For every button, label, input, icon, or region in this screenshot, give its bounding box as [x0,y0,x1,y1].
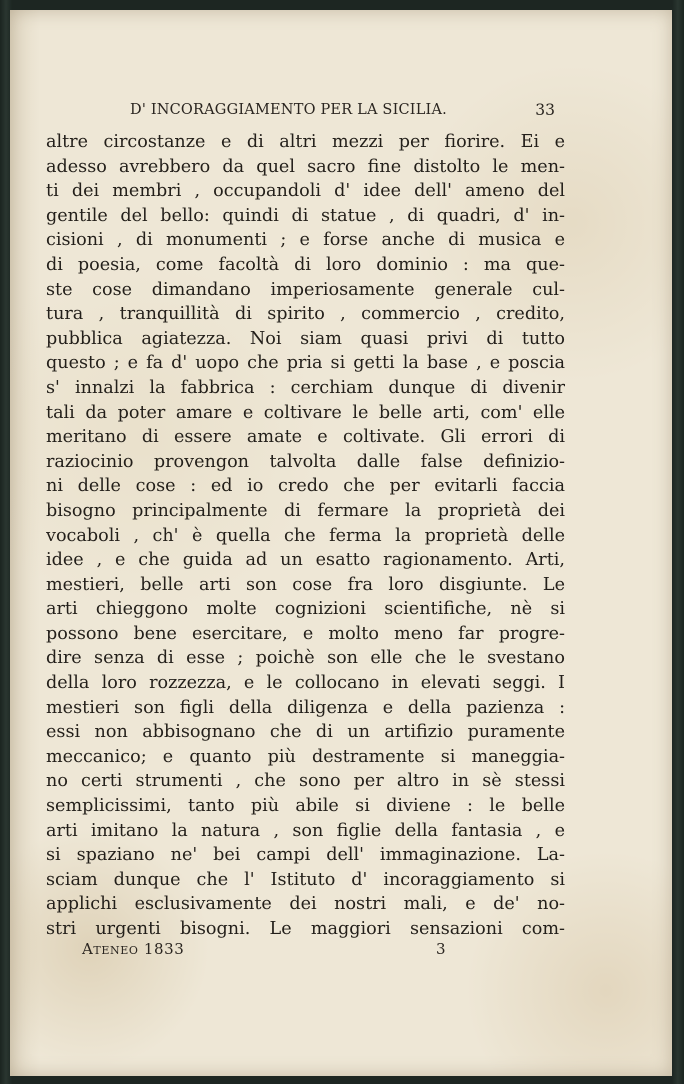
text-line: di poesia, come facoltà di loro dominio : ma que- [46,254,565,275]
text-line: ste cose dimandano imperiosamente generale cul- [46,279,565,300]
text-line: tali da poter amare e coltivare le belle arti, com' elle [46,402,565,423]
text-line: bisogno principalmente di fermare la proprietà dei [46,500,565,521]
text-line: raziocinio provengon talvolta dalle false definizio- [46,451,565,472]
page-header [130,98,555,124]
text-line: vocaboli , ch' è quella che ferma la proprietà delle [46,525,565,546]
paper-page [10,10,672,1076]
text-line: arti imitano la natura , son figlie della fantasia , e [46,820,565,841]
body-text [46,130,565,942]
signature-mark: Ateneo 1833 [82,940,185,958]
text-line: della loro rozzezza, e le collocano in elevati seggi. I [46,673,565,694]
page-footer [82,940,462,962]
text-line: tura , tranquillità di spirito , commercio , credito, [46,304,565,325]
text-line: questo ; e fa d' uopo che pria si getti la base , e poscia [46,353,565,374]
running-head: D' INCORAGGIAMENTO PER LA SICILIA. [130,102,447,118]
text-line: stri urgenti bisogni. Le maggiori sensazioni com- [46,919,565,939]
text-line: sciam dunque che l' Istituto d' incoraggiamento si [46,869,565,890]
text-line: altre circostanze e di altri mezzi per fiorire. Ei e [46,132,565,152]
text-line: ni delle cose : ed io credo che per evitarli faccia [46,476,565,497]
text-line: no certi strumenti , che sono per altro in sè stessi [46,771,565,792]
text-line: dire senza di esse ; poichè son elle che le svestano [46,648,565,669]
text-line: idee , e che guida ad un esatto ragionamento. Arti, [46,550,565,571]
text-line: essi non abbisognano che di un artifizio puramente [46,722,565,743]
text-line: ti dei membri , occupandoli d' idee dell' ameno del [46,181,565,202]
gathering-number: 3 [436,940,446,958]
text-line: cisioni , di monumenti ; e forse anche di musica e [46,230,565,251]
text-line: mestieri son figli della diligenza e della pazienza : [46,697,565,718]
text-line: mestieri, belle arti son cose fra loro disgiunte. Le [46,574,565,595]
text-line: arti chieggono molte cognizioni scientifiche, nè si [46,599,565,620]
text-line: meccanico; e quanto più destramente si maneggia- [46,746,565,767]
text-line: si spaziano ne' bei campi dell' immaginazione. La- [46,845,565,866]
text-line: pubblica agiatezza. Noi siam quasi privi di tutto [46,328,565,349]
text-line: meritano di essere amate e coltivate. Gli errori di [46,427,565,448]
text-line: gentile del bello: quindi di statue , di quadri, d' in- [46,205,565,226]
page-number: 33 [535,101,555,119]
text-line: adesso avrebbero da quel sacro fine distolto le men- [46,156,565,177]
text-line: possono bene esercitare, e molto meno far progre- [46,623,565,644]
text-line: s' innalzi la fabbrica : cerchiam dunque di divenir [46,377,565,398]
text-line: semplicissimi, tanto più abile si diviene : le belle [46,796,565,817]
text-line: applichi esclusivamente dei nostri mali, e de' no- [46,894,565,915]
